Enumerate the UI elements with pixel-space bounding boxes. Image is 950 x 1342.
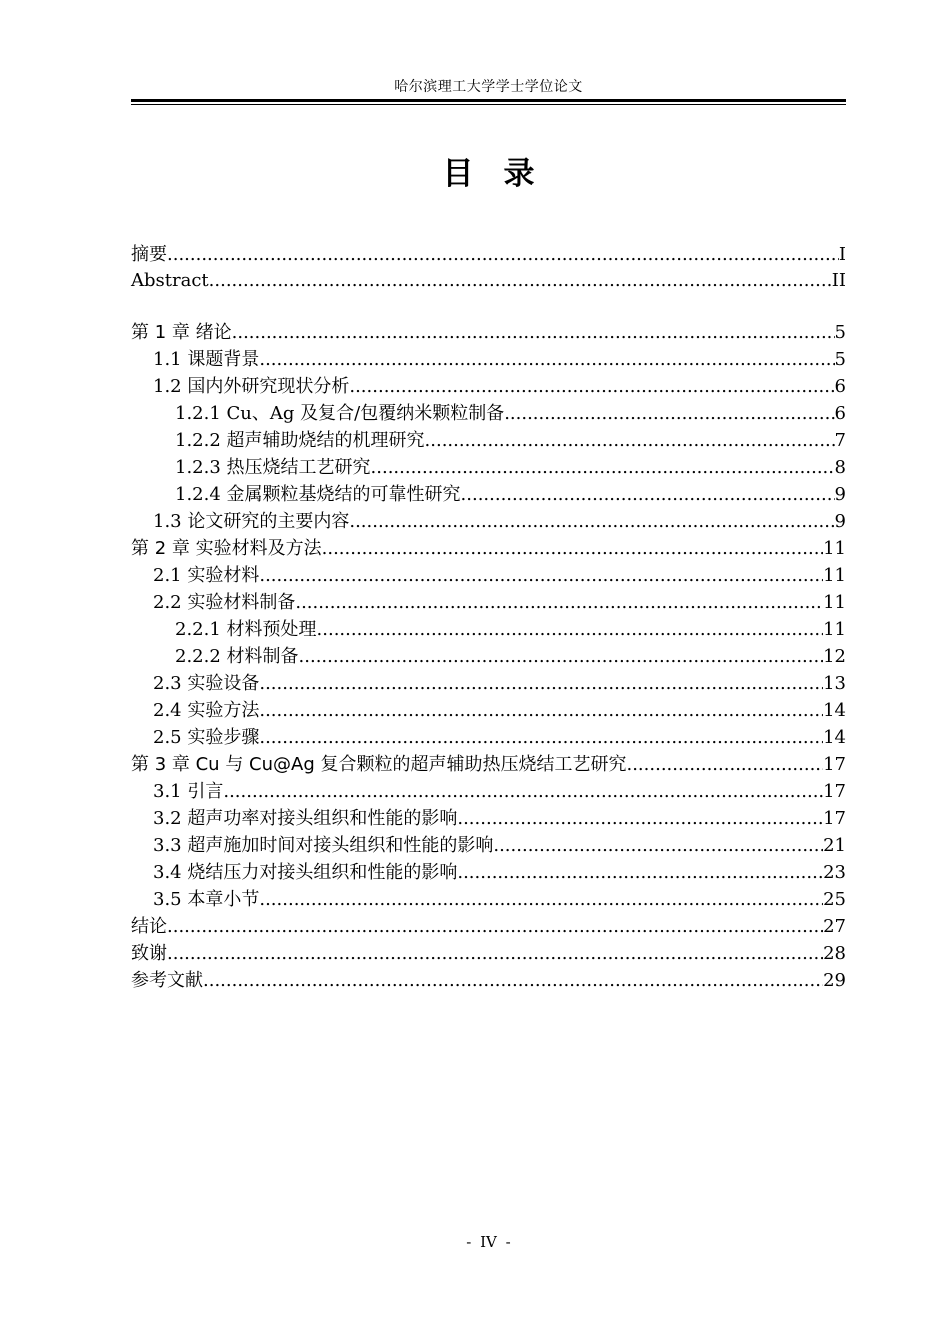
toc-leader-dots <box>317 617 824 643</box>
toc-entry[interactable] <box>131 806 846 832</box>
toc-entry-label: 3.3 超声施加时间对接头组织和性能的影响 <box>153 835 494 856</box>
toc-entry-label: 3.2 超声功率对接头组织和性能的影响 <box>153 808 458 829</box>
toc-entry-label: 2.2.1 材料预处理 <box>175 619 317 640</box>
toc-entry-page: 13 <box>823 673 846 694</box>
toc-entry[interactable] <box>131 617 846 643</box>
toc-entry-page: 17 <box>823 808 846 829</box>
toc-entry[interactable] <box>131 428 846 454</box>
toc-leader-dots <box>299 644 824 670</box>
toc-entry[interactable] <box>131 242 846 268</box>
toc-entry-label: 1.2.2 超声辅助烧结的机理研究 <box>175 430 425 451</box>
toc-entry-label: 1.3 论文研究的主要内容 <box>153 511 350 532</box>
toc-leader-dots <box>167 914 823 940</box>
toc-entry-page: 17 <box>823 754 846 775</box>
toc-entry-page: 25 <box>823 889 846 910</box>
toc-entry-label: Abstract <box>131 270 209 291</box>
toc-entry-page: II <box>831 270 846 291</box>
toc-entry[interactable] <box>131 320 846 346</box>
toc-entry-label: 结论 <box>131 916 167 937</box>
toc-entry[interactable] <box>131 752 846 778</box>
toc-leader-dots <box>259 698 823 724</box>
toc-entry-label: 1.2 国内外研究现状分析 <box>153 376 350 397</box>
page-title: 目录 <box>442 156 565 192</box>
toc-leader-dots <box>322 536 823 562</box>
toc-entry-page: 29 <box>823 970 846 991</box>
toc-leader-dots <box>209 268 832 294</box>
toc-entry-page: 6 <box>834 403 846 424</box>
toc-leader-dots <box>425 428 835 454</box>
toc-entry-label: 2.3 实验设备 <box>153 673 260 694</box>
toc-entry-label: 3.5 本章小节 <box>153 889 260 910</box>
toc-entry-label: 2.5 实验步骤 <box>153 727 260 748</box>
toc-entry[interactable] <box>131 671 846 697</box>
toc-entry[interactable] <box>131 887 846 913</box>
toc-leader-dots <box>167 941 823 967</box>
toc-leader-dots <box>223 779 823 805</box>
toc-entry[interactable] <box>131 401 846 427</box>
toc-entry-label: 1.2.4 金属颗粒基烧结的可靠性研究 <box>175 484 461 505</box>
toc-entry-page: 12 <box>823 646 846 667</box>
toc-entry[interactable] <box>131 941 846 967</box>
toc-entry-page: 8 <box>834 457 846 478</box>
toc-leader-dots <box>232 320 835 346</box>
toc-entry[interactable] <box>131 455 846 481</box>
toc-entry-page: 5 <box>834 349 846 370</box>
toc-leader-dots <box>371 455 835 481</box>
toc-entry-label: 第 1 章 绪论 <box>131 322 232 343</box>
toc-entry-page: 5 <box>834 322 846 343</box>
toc-leader-dots <box>167 242 839 268</box>
toc-leader-dots <box>457 860 823 886</box>
toc-entry-page: 11 <box>823 619 846 640</box>
toc-entry[interactable] <box>131 833 846 859</box>
toc-entry-label: 1.2.1 Cu、Ag 及复合/包覆纳米颗粒制备 <box>175 403 505 424</box>
toc-entry-page: 17 <box>823 781 846 802</box>
toc-entry[interactable] <box>131 374 846 400</box>
header-rule-thin <box>131 104 846 105</box>
toc-entry-page: 21 <box>823 835 846 856</box>
toc-entry[interactable] <box>131 779 846 805</box>
toc-entry-label: 3.1 引言 <box>153 781 224 802</box>
toc-entry-page: 7 <box>834 430 846 451</box>
toc-entry-page: 14 <box>823 700 846 721</box>
toc-entry-label: 2.1 实验材料 <box>153 565 260 586</box>
page-number: - IV - <box>466 1233 511 1251</box>
toc-leader-dots <box>203 968 823 994</box>
toc-leader-dots <box>504 401 834 427</box>
toc-entry-page: 28 <box>823 943 846 964</box>
toc-entry-page: 11 <box>823 538 846 559</box>
toc-leader-dots <box>295 590 823 616</box>
toc-entry[interactable] <box>131 563 846 589</box>
toc-leader-dots <box>259 347 834 373</box>
toc-entry-page: 11 <box>823 565 846 586</box>
running-header: 哈尔滨理工大学学士学位论文 <box>394 79 583 95</box>
toc-entry-page: 11 <box>823 592 846 613</box>
toc-entry[interactable] <box>131 725 846 751</box>
toc-entry-page: 23 <box>823 862 846 883</box>
toc-leader-dots <box>457 806 823 832</box>
toc-leader-dots <box>349 509 834 535</box>
toc-leader-dots <box>259 887 823 913</box>
toc-entry[interactable] <box>131 698 846 724</box>
toc-entry-label: 参考文献 <box>131 970 203 991</box>
toc-entry-page: 9 <box>834 511 846 532</box>
toc-leader-dots <box>493 833 823 859</box>
toc-entry-label: 摘要 <box>131 244 167 265</box>
toc-entry[interactable] <box>131 482 846 508</box>
toc-leader-dots <box>626 752 823 778</box>
toc-leader-dots <box>349 374 834 400</box>
toc-entry-page: 27 <box>823 916 846 937</box>
toc-entry[interactable] <box>131 268 846 294</box>
toc-entry-page: I <box>838 244 846 265</box>
toc-entry[interactable] <box>131 347 846 373</box>
toc-entry-label: 2.2 实验材料制备 <box>153 592 296 613</box>
toc-entry[interactable] <box>131 644 846 670</box>
toc-entry-page: 14 <box>823 727 846 748</box>
toc-entry-label: 1.2.3 热压烧结工艺研究 <box>175 457 371 478</box>
toc-leader-dots <box>259 671 823 697</box>
toc-entry-label: 第 2 章 实验材料及方法 <box>131 538 322 559</box>
toc-entry-page: 9 <box>834 484 846 505</box>
toc-entry-label: 1.1 课题背景 <box>153 349 260 370</box>
toc-entry[interactable] <box>131 590 846 616</box>
header-rule-thick <box>131 99 846 102</box>
toc-leader-dots <box>259 725 823 751</box>
toc-entry-label: 致谢 <box>131 943 167 964</box>
toc-entry[interactable] <box>131 860 846 886</box>
toc-entry[interactable] <box>131 536 846 562</box>
toc-entry-label: 第 3 章 Cu 与 Cu@Ag 复合颗粒的超声辅助热压烧结工艺研究 <box>131 754 627 775</box>
toc-leader-dots <box>461 482 835 508</box>
toc-entry-page: 6 <box>834 376 846 397</box>
toc-entry-label: 2.2.2 材料制备 <box>175 646 299 667</box>
toc-entry-label: 3.4 烧结压力对接头组织和性能的影响 <box>153 862 458 883</box>
toc-entry[interactable] <box>131 914 846 940</box>
toc-entry-label: 2.4 实验方法 <box>153 700 260 721</box>
toc-leader-dots <box>259 563 823 589</box>
toc-entry[interactable] <box>131 968 846 994</box>
toc-entry[interactable] <box>131 509 846 535</box>
